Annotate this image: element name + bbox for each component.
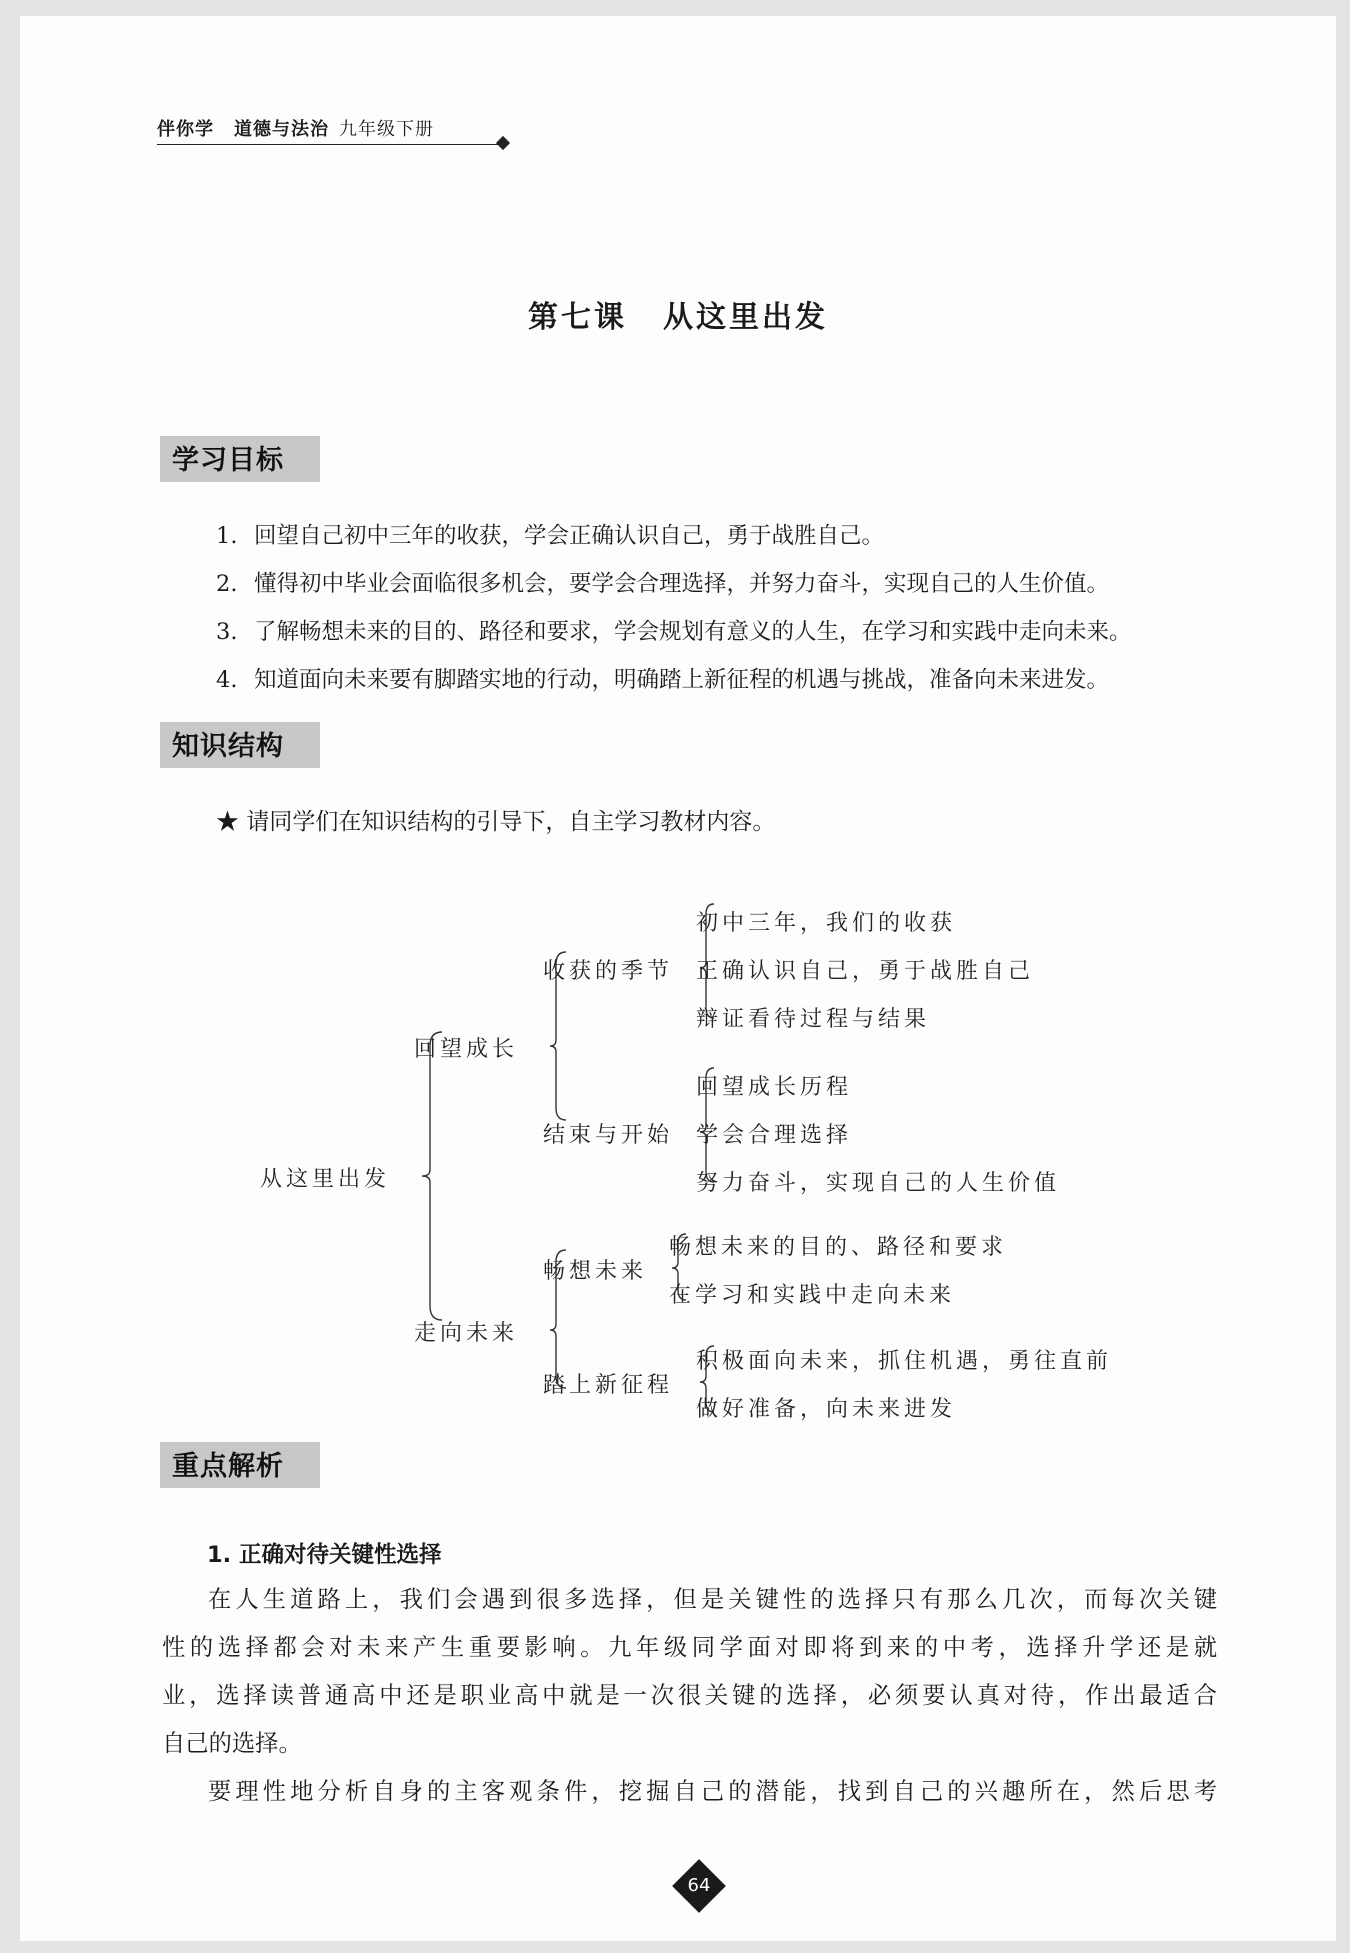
tree-leaf: 在学习和实践中走向未来 [669,1283,956,1308]
tree-leaf: 做好准备，向未来进发 [696,1397,957,1422]
tree-sub-branch: 收获的季节 [543,959,674,984]
header-grade: 九年级下册 [339,119,434,140]
tree-leaf: 积极面向未来，抓住机遇，勇往直前 [696,1349,1113,1374]
root-brace [422,1032,442,1320]
paragraph-line: 性的选择都会对未来产生重要影响。九年级同学面对即将到来的中考，选择升学还是就 [162,1634,1217,1661]
tree-branch: 走向未来 [414,1321,519,1346]
tree-leaf: 辩证看待过程与结果 [696,1007,931,1032]
tree-sub-branch: 踏上新征程 [543,1373,674,1398]
structure-note-text: 请同学们在知识结构的引导下，自主学习教材内容。 [246,809,776,835]
tree-leaf: 回望成长历程 [696,1075,853,1100]
tree-leaf: 正确认识自己，勇于战胜自己 [696,959,1035,984]
page [20,16,1336,1941]
tree-leaf: 努力奋斗，实现自己的人生价值 [696,1171,1061,1196]
tree-branch: 回望成长 [414,1037,519,1062]
paragraph-line [162,1576,1217,1624]
objective-number: 3. [216,619,238,645]
objective-text: 回望自己初中三年的收获，学会正确认识自己，勇于战胜自己。 [254,523,885,549]
objective-number: 4. [216,667,238,693]
tree-sub-branch: 结束与开始 [543,1123,674,1148]
paragraph-line: 业，选择读普通高中还是职业高中就是一次很关键的选择，必须要认真对待，作出最适合 [162,1682,1217,1709]
lesson-number: 第七课 [528,300,627,335]
tree-leaf: 学会合理选择 [696,1123,853,1148]
header-subject: 道德与法治 [234,119,329,140]
objective-number: 2. [216,571,238,597]
objective-text: 了解畅想未来的目的、路径和要求，学会规划有意义的人生，在学习和实践中走向未来。 [254,619,1132,645]
star-icon: ★ [216,809,239,835]
lesson-name: 从这里出发 [663,300,828,335]
paragraph-line: 自己的选择。 [162,1730,302,1757]
tree-sub-branch: 畅想未来 [543,1259,648,1284]
paragraph-line: 要理性地分析自身的主客观条件，挖掘自己的潜能，找到自己的兴趣所在，然后思考 [208,1778,1217,1805]
section-label: 知识结构 [172,731,284,762]
tree-root: 从这里出发 [260,1167,391,1192]
page-number: 64 [687,1875,711,1896]
tree-leaf: 初中三年，我们的收获 [696,911,957,936]
objective-text: 懂得初中毕业会面临很多机会，要学会合理选择，并努力奋斗，实现自己的人生价值。 [254,571,1110,597]
objective-number: 1. [216,523,238,549]
section-heading-key-points [160,1442,320,1488]
objective-text: 知道面向未来要有脚踏实地的行动，明确踏上新征程的机遇与挑战，准备向未来进发。 [254,667,1110,693]
section-label: 重点解析 [172,1451,284,1482]
paragraph-text: 在人生道路上，我们会遇到很多选择，但是关键性的选择只有那么几次，而每次关键 [208,1586,1217,1613]
tree-leaf: 畅想未来的目的、路径和要求 [669,1235,1008,1260]
key-point-heading: 1. 正确对待关键性选择 [207,1542,442,1568]
section-label: 学习目标 [172,445,284,476]
header-brand: 伴你学 [157,119,214,140]
